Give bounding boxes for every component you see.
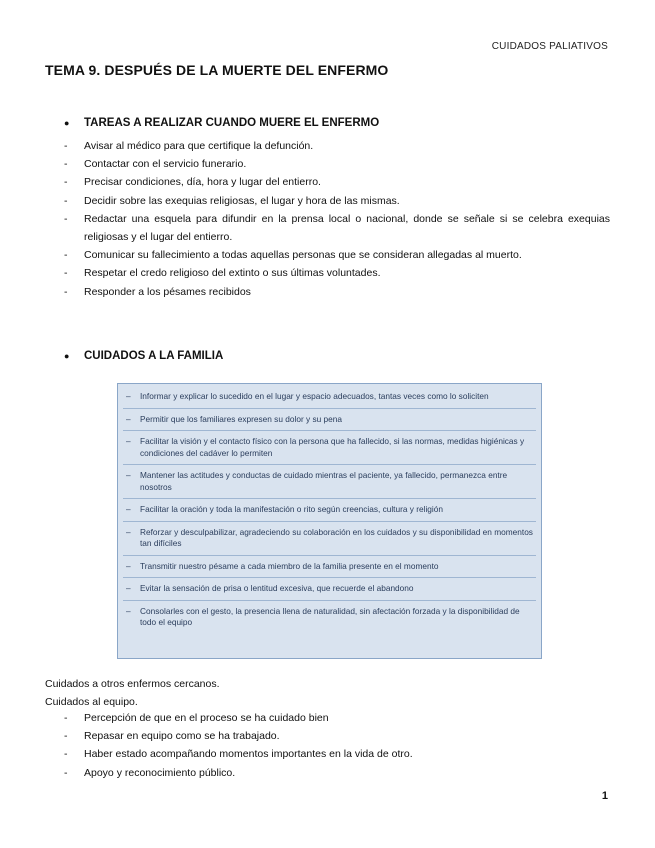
figure-row: – Permitir que los familiares expresen su dolor y su pena — [123, 409, 536, 432]
team-care-list — [64, 709, 610, 782]
list-item: - Contactar con el servicio funerario. — [64, 158, 247, 171]
list-item: - Percepción de que en el proceso se ha cuidado bien — [64, 712, 329, 724]
list-item: - Comunicar su fallecimiento a todas aquellas personas que se consideran allegadas al muerto. — [64, 249, 522, 262]
list-item: - Apoyo y reconocimiento público. — [64, 766, 236, 779]
tareas-list — [64, 137, 610, 301]
section-heading-tareas — [64, 117, 379, 129]
figure-row: – Evitar la sensación de prisa o lentitud excesiva, que recuerde el abandono — [123, 578, 536, 601]
other-patients-text: Cuidados a otros enfermos cercanos. — [45, 678, 220, 690]
list-item: - Responder a los pésames recibidos — [64, 285, 251, 298]
running-header: CUIDADOS PALIATIVOS — [491, 41, 608, 52]
figure-row: – Informar y explicar lo sucedido en el lugar y espacio adecuados, tantas veces como lo soliciten — [123, 386, 536, 409]
list-item: - Haber estado acompañando momentos importantes en la vida de otro. — [64, 748, 413, 761]
team-care-heading: Cuidados al equipo. — [45, 696, 138, 708]
figure-row: – Consolarles con el gesto, la presencia llena de naturalidad, sin afectación forzada y la disponibilidad de todo el equipo — [126, 605, 520, 627]
list-item: - Repasar en equipo como se ha trabajado. — [64, 730, 280, 743]
figure-row: – Facilitar la visión y el contacto físico con la persona que ha fallecido, si las normas, medidas higiénicas y condiciones del cadáver lo permiten — [123, 431, 536, 465]
section-heading-text: CUIDADOS A LA FAMILIA — [84, 350, 224, 362]
figure-row: – Mantener las actitudes y conductas de cuidado mientras el paciente, ya fallecido, permanezca entre nosotros — [123, 465, 536, 499]
family-care-figure — [117, 383, 542, 659]
list-item: - Redactar una esquela para difundir en la prensa local o nacional, donde se señale si se celebra exequias religiosas y el lugar del entierro. — [64, 212, 610, 244]
figure-row: – Transmitir nuestro pésame a cada miembro de la familia presente en el momento — [123, 556, 536, 579]
list-item: - Precisar condiciones, día, hora y lugar del entierro. — [64, 176, 321, 189]
list-item: - Respetar el credo religioso del extinto o sus últimas voluntades. — [64, 267, 381, 280]
list-item: - Avisar al médico para que certifique la defunción. — [64, 140, 314, 152]
list-item: - Decidir sobre las exequias religiosas, el lugar y hora de las mismas. — [64, 194, 400, 207]
page-number: 1 — [601, 790, 608, 802]
bullet-icon: ● — [64, 351, 70, 361]
section-heading-text: TAREAS A REALIZAR CUANDO MUERE EL ENFERMO — [84, 117, 380, 129]
page-title: TEMA 9. DESPUÉS DE LA MUERTE DEL ENFERMO — [45, 62, 389, 78]
section-heading-familia — [64, 350, 223, 362]
figure-row: – Reforzar y desculpabilizar, agradeciendo su colaboración en los cuidados y su disponibilidad en momentos tan difíciles — [123, 522, 536, 556]
figure-row: – Facilitar la oración y toda la manifestación o rito según creencias, cultura y religión — [123, 499, 536, 522]
bullet-icon: ● — [64, 118, 70, 128]
